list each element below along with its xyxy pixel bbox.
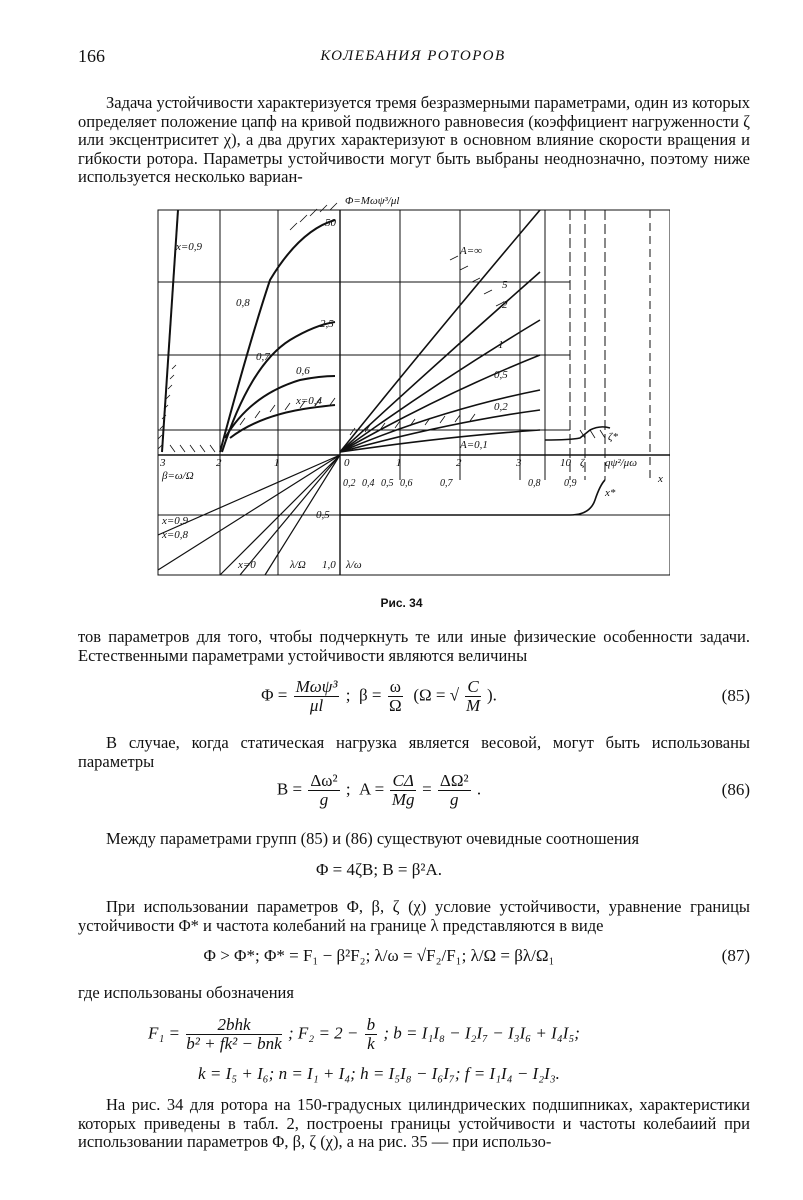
- label-A-inf: A=∞: [460, 245, 482, 257]
- tick-right-10: 10: [560, 457, 571, 469]
- def-b: ; b = I₁I₈ − I₂I₇ − I₃I₆ + I₄I₅;: [383, 1023, 580, 1043]
- equation-86: B = $\frac{\text{Δω²}}{g}$ ; A = $\frac{C\Delta}{Mg}$ = $\frac{\text{ΔΩ²}}{g}$ . (86): [276, 771, 750, 809]
- def-F2-num: b: [366, 1015, 376, 1034]
- curve-A-01: [340, 430, 540, 452]
- eq87-number: (87): [721, 946, 750, 965]
- label-A-5: 5: [502, 279, 508, 291]
- running-title: КОЛЕБАНИЯ РОТОРОВ: [320, 48, 506, 64]
- curve-A-5: [340, 272, 540, 452]
- def-F2-den: k: [367, 1034, 375, 1053]
- eq85-rad-den: M: [465, 696, 481, 715]
- label-right-axis: qψ²/μω: [605, 457, 637, 469]
- label-x-star: x*: [605, 487, 616, 499]
- paragraph-relations: Между параметрами групп (85) и (86) существуют очевидные соотношения: [106, 829, 640, 848]
- equation-87: [78, 946, 750, 968]
- tick-right-2: 2: [456, 457, 462, 469]
- label-A-1: 1: [498, 339, 504, 351]
- curve-A-1: [340, 355, 540, 452]
- tick-left-3: 3: [160, 457, 166, 469]
- def2-text: k = I₅ + I₆; n = I₁ + I₄; h = I₅I₈ − I₆I₇; f = I₁I₄ − I₂I₃.: [198, 1064, 560, 1083]
- paragraph-intro: Задача устойчивости характеризуется тремя безразмерными параметрами, один из которых определяет положение цапф на кривой подвижного равновесия (коэффициент нагруженности ζ или эксцентриситет χ), а два других характеризуют в основном влияние скорости вращения и гибкости ротора. Параметры устойчивости могут быть выбраны неоднозначно, поэтому ниже используется несколько вариан-: [78, 93, 750, 187]
- equation-85: Φ = $\frac{\text{Mωψ³}}{\mu l}$ ; β = $\frac{\omega}{\Omega}$ (Ω = √ $\frac{C}{M}$ ). (85): [261, 677, 750, 715]
- eq85-phi-den: μl: [309, 696, 324, 715]
- label-chi-08: 0,8: [236, 297, 250, 309]
- figure-caption: Рис. 34: [380, 596, 423, 610]
- eq86-A-num: CΔ: [392, 771, 414, 790]
- eq85-beta-den: Ω: [388, 696, 402, 715]
- label-bot-08: x=0,8: [162, 529, 189, 541]
- paragraph-parameters: тов параметров для того, чтобы подчеркнуть те или иные физические особенности задачи. Естественными параметрами устойчивости являются величины: [78, 627, 750, 665]
- tick-chi-04: 0,4: [362, 478, 375, 489]
- equation-definitions-2: [78, 1064, 750, 1086]
- eq86-A2-den: g: [449, 790, 459, 809]
- def-F1-num: 2bhk: [186, 1016, 281, 1035]
- eq86-B-num: Δω²: [310, 771, 338, 790]
- label-A-2: 2: [502, 299, 508, 311]
- tick-chi-02: 0,2: [343, 478, 356, 489]
- label-zeta-star: ζ*: [608, 431, 618, 443]
- label-chi-07: 0,7: [256, 351, 270, 363]
- label-beta-axis: β=ω/Ω: [162, 470, 194, 482]
- paragraph-figure-description: На рис. 34 для ротора на 150-градусных цилиндрических подшипниках, характеристики которых приведены в табл. 2, построены границы устойчивости и частоты колебаиий при использовании параметров Φ, β, ζ (χ), а на рис. 35 — при использо-: [78, 1095, 750, 1152]
- label-v-10: 1,0: [322, 559, 336, 571]
- label-chi-04: x=0,4: [296, 395, 323, 407]
- tick-chi-06: 0,6: [400, 478, 413, 489]
- relations-text: Φ = 4ζB; B = β²A.: [315, 860, 443, 879]
- equation-relations: [78, 860, 750, 882]
- eq85-number: (85): [721, 686, 750, 705]
- tick-chi-07: 0,7: [440, 478, 453, 489]
- paragraph-weight-load: В случае, когда статическая нагрузка является весовой, могут быть использованы параметры: [78, 733, 750, 771]
- eq86-A-den: Mg: [391, 790, 415, 809]
- eq85-phi-num: Mωψ³: [295, 677, 338, 696]
- tick-chi-08: 0,8: [528, 478, 541, 489]
- label-A-02: 0,2: [494, 401, 508, 413]
- label-lambda-Omega: λ/Ω: [290, 559, 306, 571]
- stability-diagram: [150, 190, 670, 585]
- label-A-05: 0,5: [494, 369, 508, 381]
- page-header: [78, 46, 748, 72]
- tick-right-3: 3: [516, 457, 522, 469]
- paragraph-stability-condition: При использовании параметров Φ, β, ζ (χ) условие устойчивости, уравнение границы устойчивости Φ* и частота колебаний на границе λ представляются в виде: [78, 897, 750, 935]
- tick-left-0: 0: [344, 457, 350, 469]
- tick-left-2: 2: [216, 457, 222, 469]
- label-bot-0: x=0: [238, 559, 256, 571]
- figure-frame: [158, 210, 670, 575]
- label-chi-09: x=0,9: [176, 241, 203, 253]
- page-number: 166: [78, 46, 105, 66]
- eq85-rad-num: C: [467, 677, 479, 696]
- eq86-number: (86): [721, 780, 750, 799]
- paragraph-notation: где использованы обозначения: [78, 983, 294, 1002]
- label-zeta-axis: ζ: [580, 457, 585, 469]
- label-bot-09: x=0,9: [162, 515, 189, 527]
- eq87-text: Φ > Φ*; Φ* = F₁ − β²F₂; λ/ω = √F₂/F₁; λ/Ω = βλ/Ω₁: [203, 946, 555, 965]
- eq86-B-den: g: [319, 790, 329, 809]
- def-F1-den: b² + fk² − bnk: [186, 1034, 282, 1053]
- label-lambda-omega: λ/ω: [346, 559, 362, 571]
- label-v-05: 0,5: [316, 509, 330, 521]
- tick-left-1: 1: [274, 457, 280, 469]
- def-F2-lhs: ; F₂ = 2 −: [287, 1023, 359, 1043]
- label-25: 2,5: [320, 318, 334, 330]
- def-F1-lhs: F₁ =: [148, 1023, 181, 1043]
- eq86-A2-num: ΔΩ²: [439, 771, 469, 790]
- label-x-axis: x: [658, 473, 663, 485]
- label-A-01: A=0,1: [460, 439, 488, 451]
- eq85-beta-num: ω: [389, 677, 401, 696]
- tick-chi-09: 0,9: [564, 478, 577, 489]
- tick-chi-05: 0,5: [381, 478, 394, 489]
- tick-right-1: 1: [396, 457, 402, 469]
- equation-definitions-1: [78, 1016, 750, 1056]
- label-50: 50: [325, 217, 336, 229]
- figure-34: [150, 190, 670, 585]
- label-phi-axis: Φ=Mωψ³/μl: [345, 195, 400, 207]
- label-chi-06: 0,6: [296, 365, 310, 377]
